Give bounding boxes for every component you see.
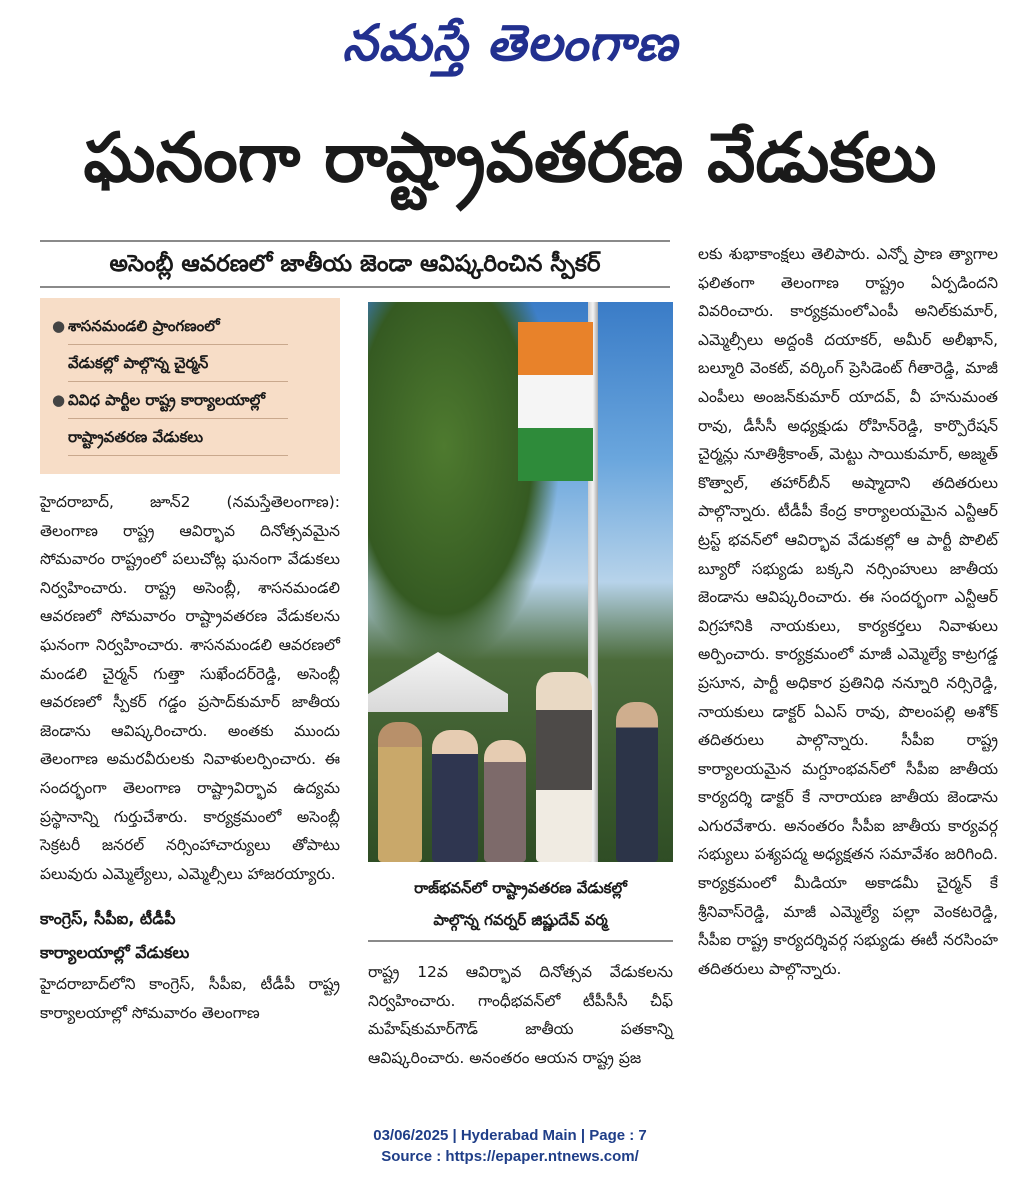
article-column-2 bbox=[368, 958, 673, 1072]
newspaper-masthead: నమస్తే తెలంగాణ bbox=[342, 14, 678, 72]
bullet-icon: ● bbox=[52, 391, 66, 409]
news-photo-flag-hoisting bbox=[368, 302, 673, 862]
article-column-1 bbox=[40, 488, 340, 1028]
attendee-figure bbox=[432, 730, 478, 862]
bullet-icon: ● bbox=[52, 317, 66, 335]
caption-line: రాజ్‌భవన్‌లో రాష్ట్రావతరణ వేడుకల్లో bbox=[414, 879, 627, 897]
article-paragraph: హైదరాబాద్‌లోని కాంగ్రెస్, సీపీఐ, టీడీపీ రాష్ట్ర కార్యాలయాల్లో సోమవారం తెలంగాణ bbox=[40, 975, 340, 1022]
subheading-line: కార్యాలయాల్లో వేడుకలు bbox=[40, 943, 190, 963]
section-subheading bbox=[40, 902, 340, 970]
highlight-line: శాసనమండలి ప్రాంగణంలో bbox=[68, 308, 288, 345]
attendee-figure bbox=[616, 702, 658, 862]
highlight-line: వివిధ పార్టీల రాష్ట్ర కార్యాలయాల్లో bbox=[68, 382, 288, 419]
article-column-3 bbox=[698, 240, 998, 983]
caption-line: పాల్గొన్న గవర్నర్ జిష్ణుదేవ్ వర్మ bbox=[433, 911, 608, 929]
article-paragraph: రాష్ట్ర 12వ ఆవిర్భావ దినోత్సవ వేడుకలను నిర్వహించారు. గాంధీభవన్‌లో టీపీసీసీ చీఫ్ మహేష్‌కుమార్‌గౌడ్ జాతీయ పతకాన్ని ఆవిష్కరించారు. అనంతరం ఆయన రాష్ట్ర ప్రజ bbox=[368, 963, 673, 1067]
flag-green-band bbox=[518, 428, 593, 481]
source-link[interactable]: Source : https://epaper.ntnews.com/ bbox=[381, 1148, 639, 1165]
highlight-item bbox=[52, 382, 328, 456]
article-paragraph: హైదరాబాద్, జూన్2 (నమస్తేతెలంగాణ): తెలంగాణ రాష్ట్ర ఆవిర్భావ దినోత్సవమైన సోమవారం రాష్ట్రంలో పలుచోట్ల ఘనంగా వేడుకలు నిర్వహించారు. రాష్ట్ర అసెంబ్లీ, శాసనమండలి ఆవరణలో సోమవారం రాష్ట్రావతరణ వేడుకలను ఘనంగా నిర్వహించారు. శాసనమండలి ఆవరణలో మండలి చైర్మన్ గుత్తా సుఖేందర్‌రెడ్డి, అసెంబ్లీ ఆవరణలో స్పీకర్ గడ్డం ప్రసాద్‌కుమార్ జాతీయ జెండాను ఆవిష్కరించారు. అంతకు ముందు తెలంగాణ అమరవీరులకు నివాళులర్పించారు. ఈ సందర్భంగా తెలంగాణ రాష్ట్రావిర్భావ ఉద్యమ ప్రస్థానాన్ని గుర్తుచేశారు. కార్యక్రమంలో అసెంబ్లీ సెక్రటరీ జనరల్ నర్సింహాచార్యులు తోపాటు పలువురు ఎమ్మెల్యేలు, ఎమ్మెల్సీలు హాజరయ్యారు. bbox=[40, 493, 340, 883]
national-flag bbox=[518, 322, 593, 482]
highlight-item bbox=[52, 308, 328, 382]
photo-caption bbox=[368, 872, 673, 942]
attendee-figure bbox=[484, 740, 526, 862]
subheading-line: కాంగ్రెస్, సీపీఐ, టీడీపీ bbox=[40, 909, 176, 929]
highlights-box bbox=[40, 298, 340, 474]
page-footer bbox=[0, 1125, 1020, 1167]
article-paragraph: లకు శుభాకాంక్షలు తెలిపారు. ఎన్నో ప్రాణ త్యాగాల ఫలితంగా తెలంగాణ రాష్ట్రం ఏర్పడిందని వివరించారు. కార్యక్రమంలోఎంపీ అనిల్‌కుమార్, ఎమ్మెల్సీలు అద్దంకి దయాకర్, అమీర్ అలీఖాన్, బల్మూరి వెంకట్, వర్కింగ్ ప్రెసిడెంట్ గీతారెడ్డి, మాజీ ఎంపీలు అంజన్‌కుమార్ యాదవ్, వీ హనుమంత రావు, డీసీసీ అధ్యక్షుడు రోహిన్‌రెడ్డి, కార్పొరేషన్ చైర్మన్లు నూతిశ్రీకాంత్, మెట్టు సాయికుమార్, అజ్మత్ కొత్వాల్, తహార్‌బీన్ అష్మాదాని తదితరులు పాల్గొన్నారు. టీడీపీ కేంద్ర కార్యాలయమైన ఎన్టీఆర్ ట్రస్ట్ భవన్‌లో ఆవిర్భావ వేడుకల్లో ఆ పార్టీ పొలిట్ బ్యూరో సభ్యుడు బక్కని నర్సింహులు జాతీయ జెండాను ఆవిష్కరించారు. ఈ సందర్భంగా ఎన్టీఆర్ విగ్రహానికి నాయకులు, కార్యకర్తలు నివాళులు అర్పించారు. కార్యక్రమంలో మాజీ ఎమ్మెల్యే కాట్రగడ్డ ప్రసూన, పార్టీ అధికార ప్రతినిధి నన్నూరి నర్సిరెడ్డి, నాయకులు డాక్టర్ ఏఎస్ రావు, పొలంపల్లి అశోక్ తదితరులు పాల్గొన్నారు. సీపీఐ రాష్ట్ర కార్యాలయమైన మగ్దూంభవన్‌లో సీపీఐ జాతీయ కార్యదర్శి డాక్టర్ కే నారాయణ జాతీయ జెండాను ఎగురవేశారు. అనంతరం సీపీఐ జాతీయ కార్యవర్గ సభ్యులు పశ్యపద్మ అధ్యక్షతన సమావేశం జరిగింది. కార్యక్రమంలో మీడియా అకాడమీ చైర్మన్ కే శ్రీనివాస్‌రెడ్డి, మాజీ ఎమ్మెల్యే పల్లా వెంకటరెడ్డి, సీపీఐ రాష్ట్ర కార్యదర్శివర్గ సభ్యుడు ఈటీ నరసింహ తదితరులు పాల్గొన్నారు. bbox=[698, 245, 998, 978]
edition-info: 03/06/2025 | Hyderabad Main | Page : 7 bbox=[373, 1127, 647, 1144]
officer-figure bbox=[378, 722, 422, 862]
highlight-line: వేడుకల్లో పాల్గొన్న చైర్మన్ bbox=[68, 345, 288, 382]
governor-figure bbox=[536, 672, 592, 862]
highlight-line: రాష్ట్రావతరణ వేడుకలు bbox=[68, 419, 288, 456]
flag-white-band bbox=[518, 375, 593, 428]
article-subheadline: అసెంబ్లీ ఆవరణలో జాతీయ జెండా ఆవిష్కరించిన స్పీకర్ bbox=[40, 240, 670, 288]
article-headline: ఘనంగా రాష్ట్రావతరణ వేడుకలు bbox=[83, 119, 937, 198]
flag-saffron-band bbox=[518, 322, 593, 375]
